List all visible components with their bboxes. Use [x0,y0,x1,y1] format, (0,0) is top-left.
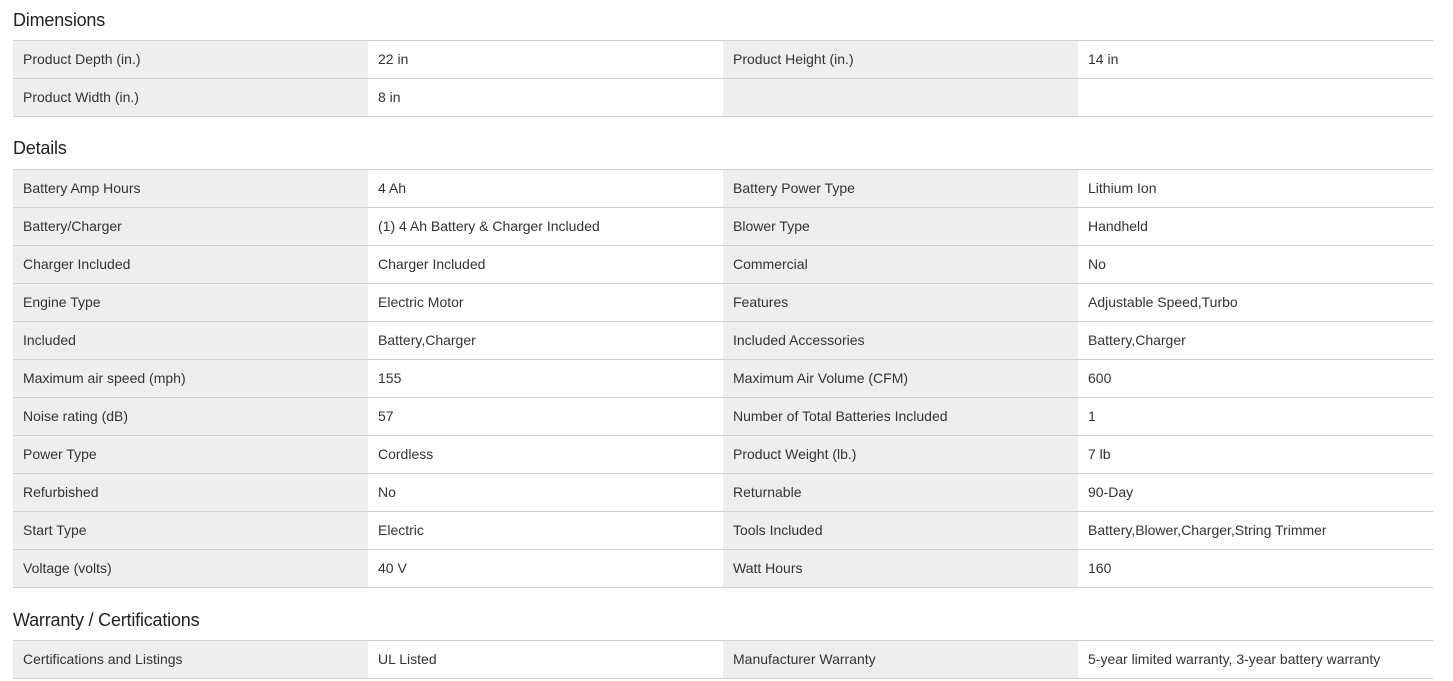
spec-row [13,512,1433,550]
spec-label: Product Width (in.) [13,79,368,116]
spec-label: Battery/Charger [13,208,368,245]
spec-value: 155 [368,360,723,397]
spec-value: 4 Ah [368,170,723,207]
spec-label: Noise rating (dB) [13,398,368,435]
spec-value: Battery,Charger [1078,322,1433,359]
spec-label: Power Type [13,436,368,473]
spec-value: Handheld [1078,208,1433,245]
spec-label: Watt Hours [723,550,1078,587]
spec-row [13,284,1433,322]
spec-label: Features [723,284,1078,321]
spec-value [1078,79,1433,116]
spec-row [13,474,1433,512]
spec-row [13,398,1433,436]
section-details [13,117,1433,588]
spec-label: Battery Power Type [723,170,1078,207]
section-warranty-certifications [13,588,1433,679]
spec-label: Battery Amp Hours [13,170,368,207]
spec-row [13,41,1433,79]
spec-label: Charger Included [13,246,368,283]
spec-label: Engine Type [13,284,368,321]
section-title: Details [13,138,67,158]
spec-value: (1) 4 Ah Battery & Charger Included [368,208,723,245]
spec-value: 160 [1078,550,1433,587]
spec-label: Refurbished [13,474,368,511]
spec-label: Blower Type [723,208,1078,245]
spec-label: Maximum air speed (mph) [13,360,368,397]
spec-value: 57 [368,398,723,435]
spec-row [13,360,1433,398]
spec-row [13,246,1433,284]
spec-value: Battery,Charger [368,322,723,359]
spec-value: UL Listed [368,641,723,678]
spec-value: 1 [1078,398,1433,435]
spec-row [13,208,1433,246]
spec-value: Lithium Ion [1078,170,1433,207]
spec-label: Voltage (volts) [13,550,368,587]
spec-label: Included Accessories [723,322,1078,359]
spec-label: Maximum Air Volume (CFM) [723,360,1078,397]
spec-table [13,640,1433,679]
spec-label: Certifications and Listings [13,641,368,678]
spec-value: 14 in [1078,41,1433,78]
spec-label: Start Type [13,512,368,549]
spec-row [13,170,1433,208]
spec-label: Included [13,322,368,359]
spec-value: Adjustable Speed,Turbo [1078,284,1433,321]
spec-label: Manufacturer Warranty [723,641,1078,678]
spec-label: Tools Included [723,512,1078,549]
spec-row [13,550,1433,588]
spec-label: Commercial [723,246,1078,283]
spec-value: 5-year limited warranty, 3-year battery warranty [1078,641,1433,678]
spec-value: Battery,Blower,Charger,String Trimmer [1078,512,1433,549]
spec-table [13,40,1433,117]
spec-label: Product Height (in.) [723,41,1078,78]
spec-value: Electric Motor [368,284,723,321]
spec-label: Number of Total Batteries Included [723,398,1078,435]
spec-label [723,79,1078,116]
spec-label: Product Depth (in.) [13,41,368,78]
spec-value: 8 in [368,79,723,116]
spec-row [13,641,1433,679]
spec-value: 600 [1078,360,1433,397]
spec-row [13,79,1433,117]
spec-value: Cordless [368,436,723,473]
section-title: Dimensions [13,10,106,30]
spec-label: Returnable [723,474,1078,511]
spec-value: Electric [368,512,723,549]
spec-value: 22 in [368,41,723,78]
spec-label: Product Weight (lb.) [723,436,1078,473]
spec-row [13,322,1433,360]
spec-value: 40 V [368,550,723,587]
spec-value: 7 lb [1078,436,1433,473]
spec-value: Charger Included [368,246,723,283]
spec-value: No [368,474,723,511]
section-title: Warranty / Certifications [13,610,200,630]
spec-value: No [1078,246,1433,283]
spec-row [13,436,1433,474]
spec-table [13,169,1433,588]
spec-value: 90-Day [1078,474,1433,511]
section-dimensions [13,0,1433,117]
